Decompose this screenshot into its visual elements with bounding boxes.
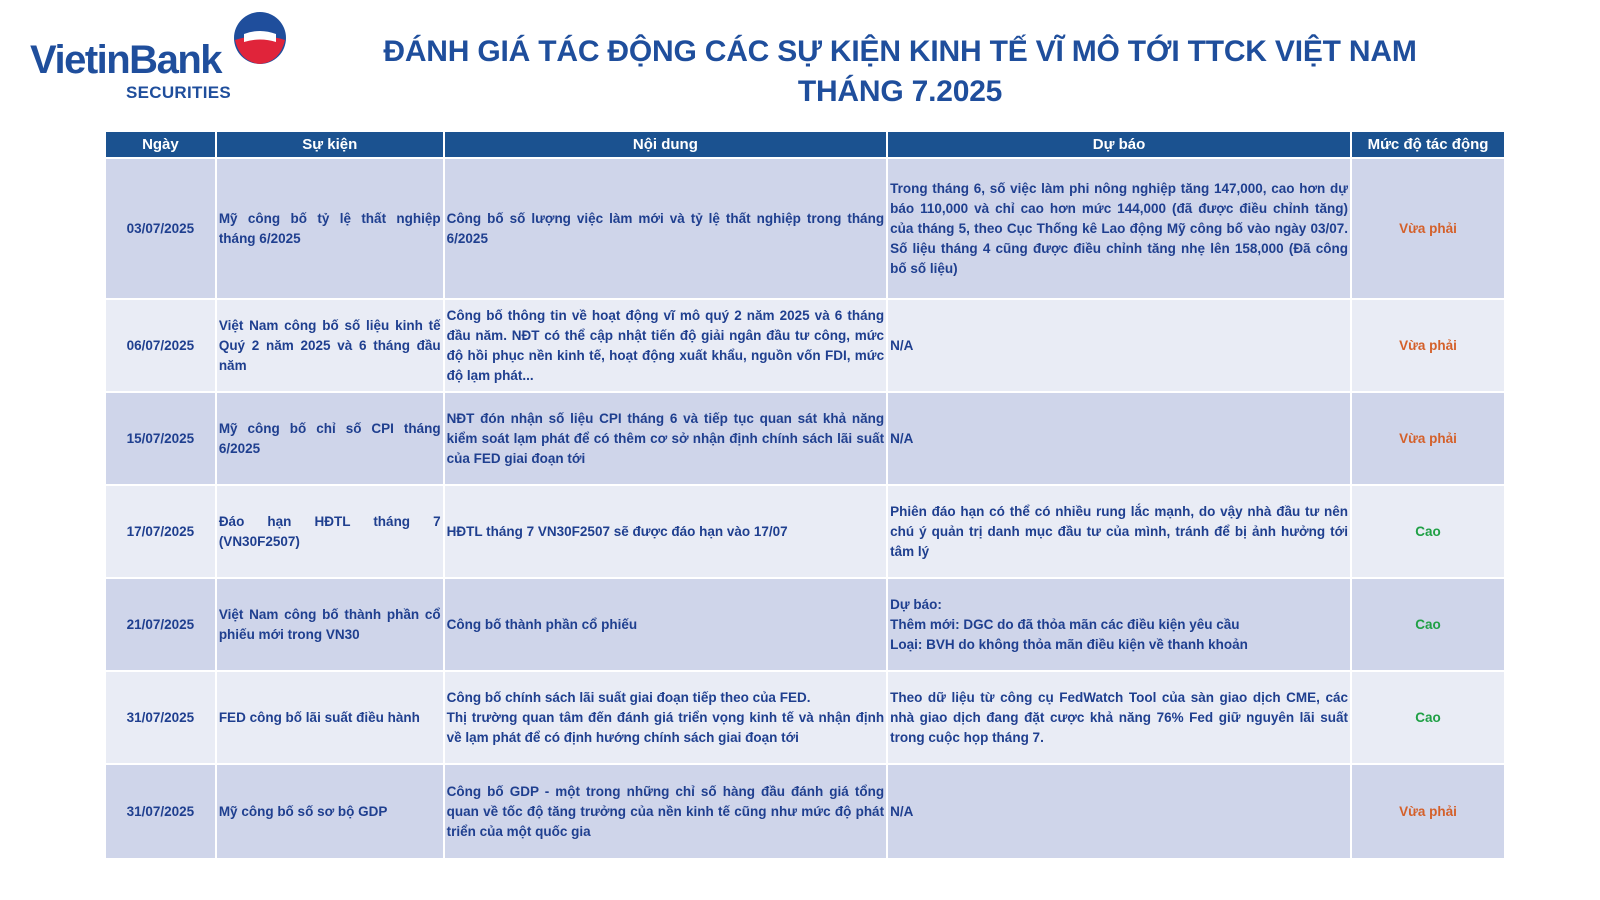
- table-header-row: [106, 132, 1504, 157]
- cell-event: Đáo hạn HĐTL tháng 7 (VN30F2507): [217, 486, 443, 577]
- content-line: Công bố số lượng việc làm mới và tỷ lệ thất nghiệp trong tháng 6/2025: [446, 210, 885, 246]
- forecast-line: Dự báo:: [890, 596, 942, 612]
- cell-date: 17/07/2025: [106, 486, 215, 577]
- header-date: Ngày: [106, 132, 215, 157]
- cell-event: Việt Nam công bố thành phần cổ phiếu mới trong VN30: [217, 579, 443, 670]
- table-row: [106, 579, 1504, 670]
- table-row: [106, 300, 1504, 391]
- cell-event: Mỹ công bố số sơ bộ GDP: [217, 765, 443, 858]
- cell-impact: Vừa phải: [1352, 765, 1504, 858]
- cell-date: 21/07/2025: [106, 579, 215, 670]
- cell-impact: Cao: [1352, 579, 1504, 670]
- content-line: Công bố GDP - một trong những chỉ số hàng đầu đánh giá tổng quan về tốc độ tăng trưởng của nền kinh tế cũng như mức độ phát triển của một quốc gia: [446, 783, 885, 839]
- cell-forecast: [888, 765, 1350, 858]
- cell-forecast: [888, 159, 1350, 298]
- forecast-line: N/A: [890, 430, 914, 446]
- table-row: [106, 159, 1504, 298]
- table-body: [106, 159, 1504, 858]
- cell-content: [445, 159, 886, 298]
- cell-impact: Vừa phải: [1352, 159, 1504, 298]
- cell-content: [445, 300, 886, 391]
- cell-date: 31/07/2025: [106, 765, 215, 858]
- table-row: [106, 393, 1504, 484]
- cell-forecast: [888, 393, 1350, 484]
- forecast-line: Theo dữ liệu từ công cụ FedWatch Tool của sàn giao dịch CME, các nhà giao dịch đang đặt cược khả năng 76% Fed giữ nguyên lãi suất trong cuộc họp tháng 7.: [890, 689, 1349, 745]
- forecast-line: Trong tháng 6, số việc làm phi nông nghiệp tăng 147,000, cao hơn dự báo 110,000 và chỉ cao hơn mức 144,000 (đã được điều chỉnh tăng) của tháng 5, theo Cục Thống kê Lao động Mỹ công bố vào ngày 03/07. Số liệu tháng 4 cũng được điều chỉnh tăng nhẹ lên 158,000 (Đã công bố số liệu): [890, 180, 1349, 276]
- content-line: Công bố thông tin về hoạt động vĩ mô quý 2 năm 2025 và 6 tháng đầu năm. NĐT có thể cập nhật tiến độ giải ngân đầu tư công, mức độ hồi phục nền kinh tế, hoạt động xuất khẩu, nguồn vốn FDI, mức độ lạm phát...: [446, 307, 885, 383]
- header-event: Sự kiện: [217, 132, 443, 157]
- cell-forecast: [888, 300, 1350, 391]
- cell-impact: Vừa phải: [1352, 300, 1504, 391]
- cell-content: [445, 486, 886, 577]
- logo-sub: SECURITIES: [126, 83, 232, 102]
- cell-date: 06/07/2025: [106, 300, 215, 391]
- table-row: [106, 486, 1504, 577]
- cell-event: FED công bố lãi suất điều hành: [217, 672, 443, 763]
- content-line: Công bố thành phần cổ phiếu: [446, 616, 638, 632]
- cell-impact: Vừa phải: [1352, 393, 1504, 484]
- table-row: [106, 672, 1504, 763]
- table-row: [106, 765, 1504, 858]
- events-table: [104, 130, 1506, 860]
- header-impact: Mức độ tác động: [1352, 132, 1504, 157]
- forecast-line: Phiên đáo hạn có thể có nhiều rung lắc mạnh, do vậy nhà đầu tư nên chú ý quản trị danh mục đầu tư của mình, tránh để bị ảnh hưởng tới tâm lý: [890, 503, 1349, 559]
- cell-impact: Cao: [1352, 672, 1504, 763]
- page-title-line1: ĐÁNH GIÁ TÁC ĐỘNG CÁC SỰ KIỆN KINH TẾ VĨ MÔ TỚI TTCK VIỆT NAM: [383, 35, 1417, 68]
- vietinbank-logo-icon: [232, 10, 288, 66]
- cell-impact: Cao: [1352, 486, 1504, 577]
- header-content: Nội dung: [445, 132, 886, 157]
- logo-brand: VietinBank: [30, 38, 221, 82]
- content-line: HĐTL tháng 7 VN30F2507 sẽ được đáo hạn vào 17/07: [446, 523, 788, 539]
- header-forecast: Dự báo: [888, 132, 1350, 157]
- cell-content: [445, 579, 886, 670]
- cell-forecast: [888, 579, 1350, 670]
- content-line: Thị trường quan tâm đến đánh giá triển vọng kinh tế và nhận định về lạm phát để có định hướng chính sách giai đoạn tới: [446, 709, 885, 745]
- cell-date: 15/07/2025: [106, 393, 215, 484]
- page-title-line2: THÁNG 7.2025: [797, 75, 1003, 108]
- content-line: Công bố chính sách lãi suất giai đoạn tiếp theo của FED.: [446, 689, 811, 705]
- page-title: [330, 32, 1470, 112]
- logo: [30, 10, 290, 105]
- forecast-line: Thêm mới: DGC do đã thỏa mãn các điều kiện yêu cầu: [890, 616, 1240, 632]
- cell-content: [445, 393, 886, 484]
- forecast-line: N/A: [890, 337, 914, 353]
- forecast-line: N/A: [890, 803, 914, 819]
- cell-date: 03/07/2025: [106, 159, 215, 298]
- content-line: NĐT đón nhận số liệu CPI tháng 6 và tiếp tục quan sát khả năng kiểm soát lạm phát để có thêm cơ sở nhận định chính sách lãi suất của FED giai đoạn tới: [446, 410, 885, 466]
- cell-content: [445, 672, 886, 763]
- cell-event: Việt Nam công bố số liệu kinh tế Quý 2 năm 2025 và 6 tháng đầu năm: [217, 300, 443, 391]
- cell-forecast: [888, 486, 1350, 577]
- cell-date: 31/07/2025: [106, 672, 215, 763]
- forecast-line: Loại: BVH do không thỏa mãn điều kiện về thanh khoản: [890, 636, 1248, 652]
- cell-content: [445, 765, 886, 858]
- cell-forecast: [888, 672, 1350, 763]
- cell-event: Mỹ công bố tỷ lệ thất nghiệp tháng 6/2025: [217, 159, 443, 298]
- cell-event: Mỹ công bố chỉ số CPI tháng 6/2025: [217, 393, 443, 484]
